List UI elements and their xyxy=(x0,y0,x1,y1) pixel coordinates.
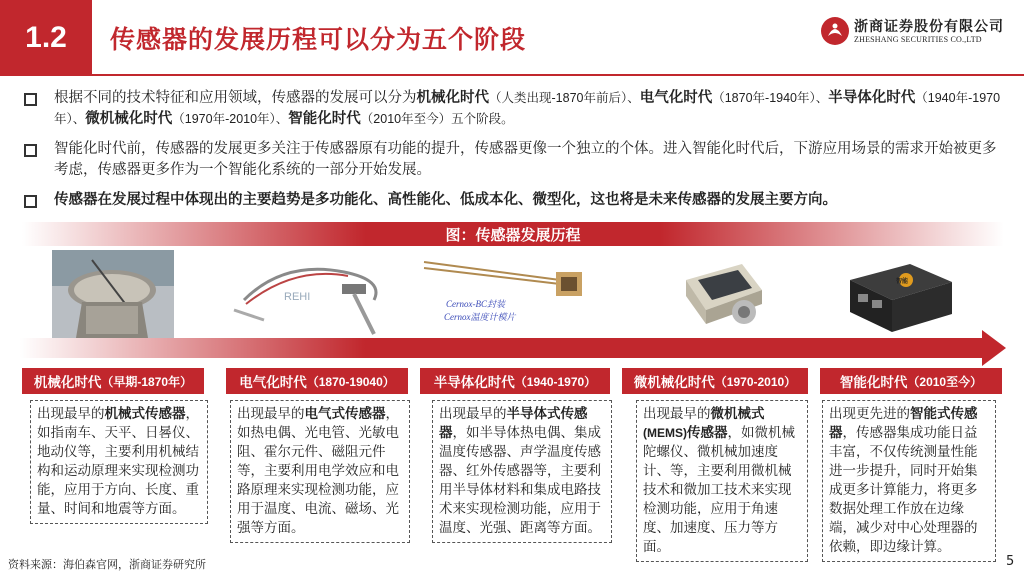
era-desc-pre: 出现最早的 xyxy=(237,406,305,422)
era-desc-bold-en: (MEMS) xyxy=(643,426,687,440)
era-label-intelligent xyxy=(820,368,1002,394)
era-desc-semiconductor xyxy=(432,400,612,543)
era-years: （早期-1870年） xyxy=(101,374,193,389)
era-name: 半导体化时代 xyxy=(433,375,515,391)
bullet-3-text: 传感器在发展过程中体现出的主要趋势是多功能化、高性能化、低成本化、微型化，这也将是未来传感器的发展主要方向。 xyxy=(54,192,837,208)
sundial-photo xyxy=(52,250,174,338)
era-desc-post: ，如热电偶、光电管、光敏电阻、霍尔元件、磁阻元件等，主要利用电学效应和电路原理来实现检测功能，应用于温度、电流、磁场、光强等方面。 xyxy=(237,406,399,536)
source-note: 资料来源：海伯森官网，浙商证券研究所 xyxy=(8,558,206,571)
bullet-1-text-e: （1970年-2010年）、 xyxy=(172,112,289,126)
era-desc-post: ，如指南车、天平、日晷仪、地动仪等，主要利用机械结构和运动原理来实现检测功能，应用于方向、长度、重量、时间和地震等方面。 xyxy=(37,406,199,517)
bullet-1-bold-e: 智能化时代 xyxy=(288,111,361,127)
bullet-1-bold-a: 机械化时代 xyxy=(416,90,489,106)
era-desc-pre: 出现更先进的 xyxy=(829,406,910,422)
bullet-1-text-f: （2010年至今）五个阶段。 xyxy=(360,112,514,126)
era-name: 电气化时代 xyxy=(239,375,307,391)
era-label-micromechanical xyxy=(622,368,808,394)
smart-photo-badge: 智能 xyxy=(896,278,909,285)
timeline-arrow xyxy=(20,330,1006,366)
mems-sensor-photo xyxy=(672,250,772,338)
bullet-1-bold-b: 电气化时代 xyxy=(639,90,713,106)
company-logo xyxy=(820,14,1010,50)
era-desc-pre: 出现最早的 xyxy=(439,406,507,422)
figure-title: 图：传感器发展历程 xyxy=(22,222,1004,246)
bullet-3 xyxy=(24,190,1004,211)
bullet-2-text: 智能化时代前，传感器的发展更多关注于传感器原有功能的提升，传感器更像一个独立的个体。进入智能化时代后，下游应用场景的需求开始被更多考虑，传感器更多作为一个智能化系统的一部分开始发展。 xyxy=(54,141,997,178)
era-desc-intelligent xyxy=(822,400,996,562)
era-years: （1870-19040） xyxy=(306,374,395,389)
era-desc-post: ，如半导体热电偶、集成温度传感器、声学温度传感器、红外传感器等，主要利用半导体材料和集成电路技术来实现检测功能，应用于温度、光强、距离等方面。 xyxy=(439,425,601,536)
logo-cn-text: 浙商证券股份有限公司 xyxy=(854,19,1004,35)
page-number: 5 xyxy=(1006,554,1015,569)
bullet-square-icon xyxy=(24,144,37,157)
era-desc-bold: 智能式传感器 xyxy=(829,406,978,441)
thermocouple-photo xyxy=(224,250,394,338)
era-desc-bold: 微机械式 xyxy=(710,406,765,422)
era-name: 智能化时代 xyxy=(839,375,908,391)
era-years: （1970-2010） xyxy=(714,374,797,389)
era-desc-pre: 出现最早的 xyxy=(37,406,105,422)
svg-text:REHI: REHI xyxy=(284,291,311,303)
bullet-1-text-b: （人类出现-1870年前后）、 xyxy=(489,91,640,105)
semiconductor-photo-labels xyxy=(446,298,516,324)
era-desc-post: ，传感器集成功能日益丰富，不仅传统测量性能进一步提升，同时开始集成更多计算能力，将更多数据处理工作放在边缘端，减少对中心处理器的依赖，即边缘计算。 xyxy=(829,425,978,555)
era-name: 机械化时代 xyxy=(33,375,102,391)
zheshang-logo-icon xyxy=(820,16,850,46)
bullet-1-bold-d: 微机械化时代 xyxy=(85,111,173,127)
bullet-1 xyxy=(24,88,1004,130)
bullet-1-text-a: 根据不同的技术特征和应用领域，传感器的发展可以分为 xyxy=(54,90,417,106)
era-desc-post: ，如微机械陀螺仪、微机械加速度计、等，主要利用微机械技术和微加工技术来实现检测功能，应用于角速度、加速度、压力等方面。 xyxy=(643,425,795,555)
era-desc-bold-2: 传感器 xyxy=(687,425,728,441)
era-label-electrical xyxy=(226,368,408,394)
bullet-square-icon xyxy=(24,93,37,106)
semiconductor-sensor-photo xyxy=(420,250,588,338)
era-desc-mechanical xyxy=(30,400,208,524)
era-desc-bold: 机械式传感器 xyxy=(104,406,186,422)
era-years: （1940-1970） xyxy=(514,374,597,389)
bullet-square-icon xyxy=(24,195,37,208)
era-desc-micromechanical xyxy=(636,400,808,562)
bullet-1-bold-c: 半导体化时代 xyxy=(828,90,916,106)
era-name: 微机械化时代 xyxy=(633,375,715,391)
bullet-1-text-c: （1870年-1940年）、 xyxy=(712,91,829,105)
era-label-mechanical xyxy=(22,368,204,394)
photo-label-cernox-bc: Cernox-BC封装 xyxy=(446,299,505,309)
era-desc-pre: 出现最早的 xyxy=(643,406,711,422)
smart-sensor-photo xyxy=(840,250,960,338)
era-desc-bold: 电气式传感器 xyxy=(304,406,386,422)
era-desc-bold: 半导体式传感器 xyxy=(439,406,588,441)
logo-en-text: ZHESHANG SECURITIES CO.,LTD xyxy=(854,35,982,44)
header-rule xyxy=(92,74,1024,76)
era-years: （2010至今） xyxy=(907,374,983,389)
section-number: 1.2 xyxy=(0,0,92,76)
bullet-2 xyxy=(24,139,1004,181)
photo-label-cernox-chip: Cernox温度计模片 xyxy=(444,312,516,322)
page-title: 传感器的发展历程可以分为五个阶段 xyxy=(110,25,527,54)
era-label-semiconductor xyxy=(420,368,610,394)
era-desc-electrical xyxy=(230,400,410,543)
bullet-1-text-d: （1940年-1970年）、 xyxy=(54,91,1001,126)
